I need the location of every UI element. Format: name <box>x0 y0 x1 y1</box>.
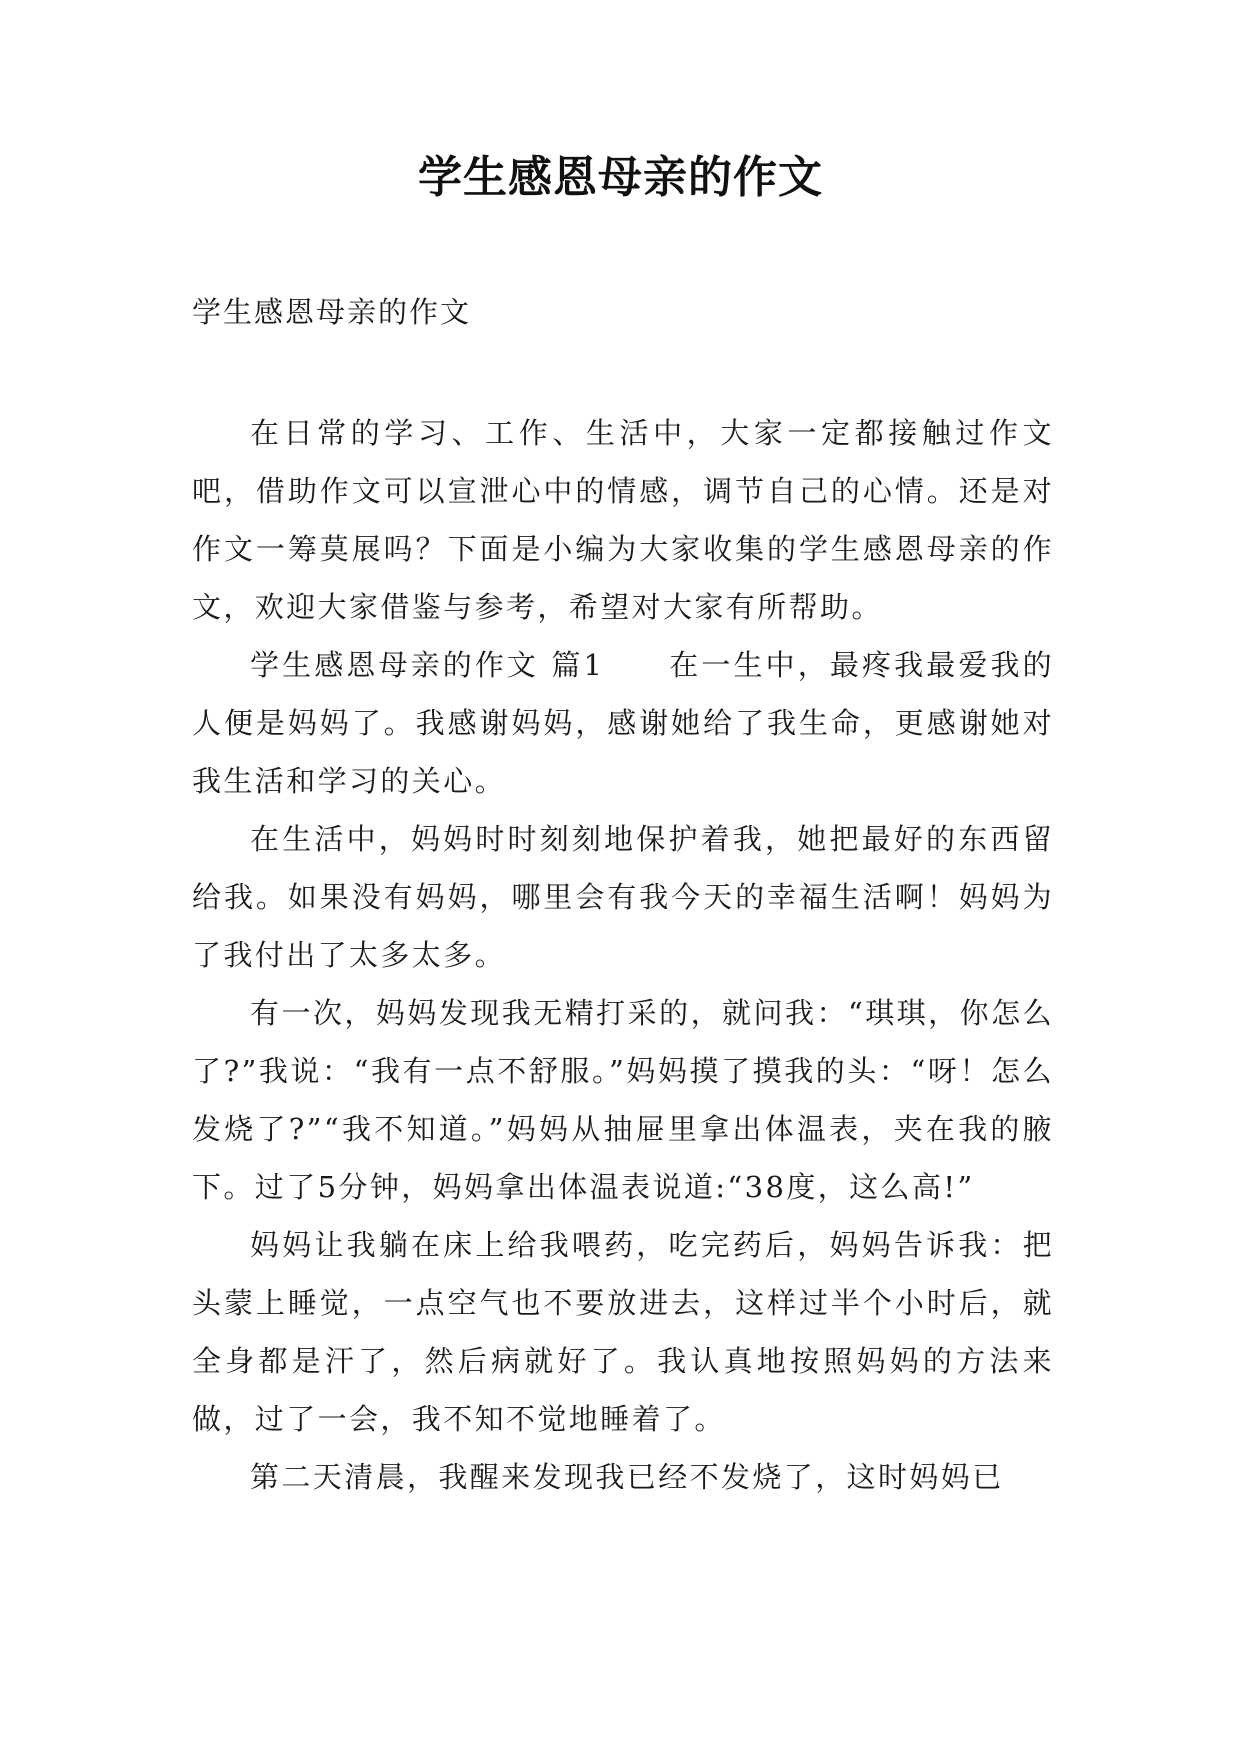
paragraph: 有一次，妈妈发现我无精打采的，就问我：“琪琪，你怎么了?”我说：“我有一点不舒服。”妈妈摸了摸我的头：“呀！怎么发烧了?”“我不知道。”妈妈从抽屉里拿出体温表，夹在我的腋下。过了5分钟，妈妈拿出体温表说道:“38度，这么高!” <box>192 996 1054 1204</box>
paragraph: 学生感恩母亲的作文 篇1 在一生中，最疼我最爱我的人便是妈妈了。我感谢妈妈，感谢她给了我生命，更感谢她对我生活和学习的关心。 <box>192 648 1054 798</box>
document-body <box>192 404 1054 1506</box>
paragraph: 在日常的学习、工作、生活中，大家一定都接触过作文吧，借助作文可以宣泄心中的情感，调节自己的心情。还是对作文一筹莫展吗？下面是小编为大家收集的学生感恩母亲的作文，欢迎大家借鉴与参考，希望对大家有所帮助。 <box>192 416 1054 624</box>
document-subtitle: 学生感恩母亲的作文 <box>192 295 472 329</box>
paragraph: 第二天清晨，我醒来发现我已经不发烧了，这时妈妈已 <box>250 1460 1004 1494</box>
paragraph: 妈妈让我躺在床上给我喂药，吃完药后，妈妈告诉我：把头蒙上睡觉，一点空气也不要放进去，这样过半个小时后，就全身都是汗了，然后病就好了。我认真地按照妈妈的方法来做，过了一会，我不知不觉地睡着了。 <box>192 1228 1054 1436</box>
document-title: 学生感恩母亲的作文 <box>418 152 823 203</box>
paragraph: 在生活中，妈妈时时刻刻地保护着我，她把最好的东西留给我。如果没有妈妈，哪里会有我今天的幸福生活啊！妈妈为了我付出了太多太多。 <box>192 822 1054 972</box>
